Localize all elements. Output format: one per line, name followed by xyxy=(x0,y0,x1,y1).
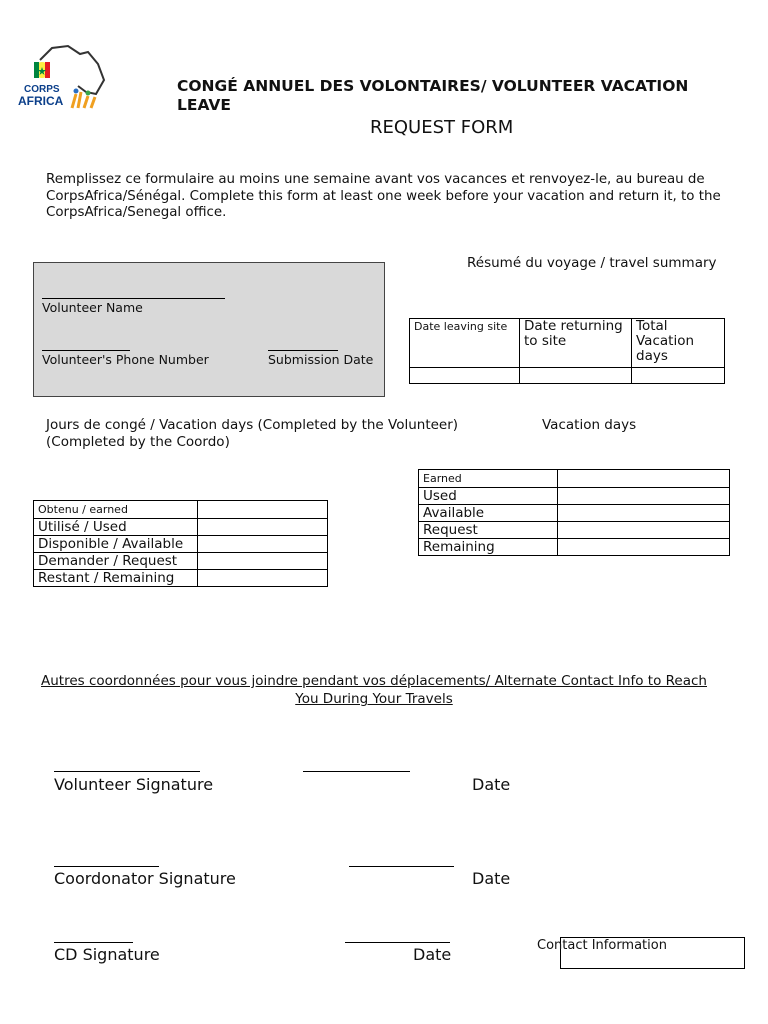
value-cell[interactable] xyxy=(558,539,730,556)
vacation-days-label: Jours de congé / Vacation days (Completed by the Volunteer) (Completed by the Coordo) xyxy=(46,417,459,450)
date-returning-cell[interactable] xyxy=(520,368,632,384)
table-row xyxy=(34,519,328,536)
contact-information-label: Contact Information xyxy=(537,938,667,953)
value-cell[interactable] xyxy=(198,519,328,536)
cd-date-label: Date xyxy=(413,945,452,964)
vacation-days-volunteer-table xyxy=(33,500,328,587)
value-cell[interactable] xyxy=(198,553,328,570)
table-row xyxy=(34,553,328,570)
alternate-contact-heading: Autres coordonnées pour vous joindre pendant vos déplacements/ Alternate Contact Info to Reach You During Your Travels xyxy=(40,673,707,707)
table-row xyxy=(419,470,730,488)
submission-date-line[interactable] xyxy=(268,350,338,351)
table-row xyxy=(34,570,328,587)
volunteer-date-label: Date xyxy=(472,775,511,794)
row-label: Remaining xyxy=(419,539,558,556)
travel-summary-title: Résumé du voyage / travel summary xyxy=(467,255,717,271)
cd-signature-label: CD Signature xyxy=(54,945,160,964)
vacation-days-right-label: Vacation days xyxy=(542,417,637,433)
value-cell[interactable] xyxy=(198,501,328,519)
row-label: Obtenu / earned xyxy=(34,501,198,519)
value-cell[interactable] xyxy=(558,470,730,488)
volunteer-name-label: Volunteer Name xyxy=(42,300,143,315)
total-days-cell[interactable] xyxy=(632,368,725,384)
row-label: Restant / Remaining xyxy=(34,570,198,587)
value-cell[interactable] xyxy=(198,536,328,553)
travel-summary-table xyxy=(409,318,725,384)
value-cell[interactable] xyxy=(558,522,730,539)
header-date-returning: Date returning to site xyxy=(520,319,632,368)
phone-number-label: Volunteer's Phone Number xyxy=(42,352,209,367)
cd-signature-line[interactable] xyxy=(54,942,133,943)
svg-text:AFRICA: AFRICA xyxy=(18,94,64,108)
row-label: Utilisé / Used xyxy=(34,519,198,536)
volunteer-date-line[interactable] xyxy=(303,771,410,772)
volunteer-signature-label: Volunteer Signature xyxy=(54,775,214,794)
form-subtitle: REQUEST FORM xyxy=(370,117,514,138)
table-row xyxy=(419,488,730,505)
instructions-text: Remplissez ce formulaire au moins une semaine avant vos vacances et renvoyez-le, au bureau de CorpsAfrica/Sénégal. Complete this form at least one week before your vacation and return it, to the CorpsAfrica/Senegal office. xyxy=(46,172,721,220)
coordinator-signature-label: Coordonator Signature xyxy=(54,869,236,888)
coordinator-signature-line[interactable] xyxy=(54,866,159,867)
cd-date-line[interactable] xyxy=(345,942,450,943)
table-row xyxy=(419,522,730,539)
svg-text:CORPS: CORPS xyxy=(24,84,60,95)
coordinator-date-line[interactable] xyxy=(349,866,454,867)
date-leaving-cell[interactable] xyxy=(410,368,520,384)
value-cell[interactable] xyxy=(558,505,730,522)
coordinator-date-label: Date xyxy=(472,869,511,888)
table-row xyxy=(419,505,730,522)
row-label: Disponible / Available xyxy=(34,536,198,553)
vacation-days-coordo-table xyxy=(418,469,730,556)
volunteer-name-line[interactable] xyxy=(42,298,225,299)
table-row xyxy=(410,368,725,384)
table-row xyxy=(410,319,725,368)
table-row xyxy=(34,501,328,519)
table-row xyxy=(34,536,328,553)
row-label: Earned xyxy=(419,470,558,488)
row-label: Available xyxy=(419,505,558,522)
contact-information-box[interactable] xyxy=(537,937,745,969)
form-title: CONGÉ ANNUEL DES VOLONTAIRES/ VOLUNTEER VACATION LEAVE xyxy=(177,77,689,114)
value-cell[interactable] xyxy=(198,570,328,587)
row-label: Request xyxy=(419,522,558,539)
value-cell[interactable] xyxy=(558,488,730,505)
row-label: Used xyxy=(419,488,558,505)
phone-number-line[interactable] xyxy=(42,350,130,351)
submission-date-label: Submission Date xyxy=(268,352,374,367)
header-date-leaving: Date leaving site xyxy=(410,319,520,368)
volunteer-info-box xyxy=(33,262,385,397)
header-total-days: Total Vacation days xyxy=(632,319,725,368)
table-row xyxy=(419,539,730,556)
row-label: Demander / Request xyxy=(34,553,198,570)
corpsafrica-logo xyxy=(18,42,110,120)
volunteer-signature-line[interactable] xyxy=(54,771,200,772)
